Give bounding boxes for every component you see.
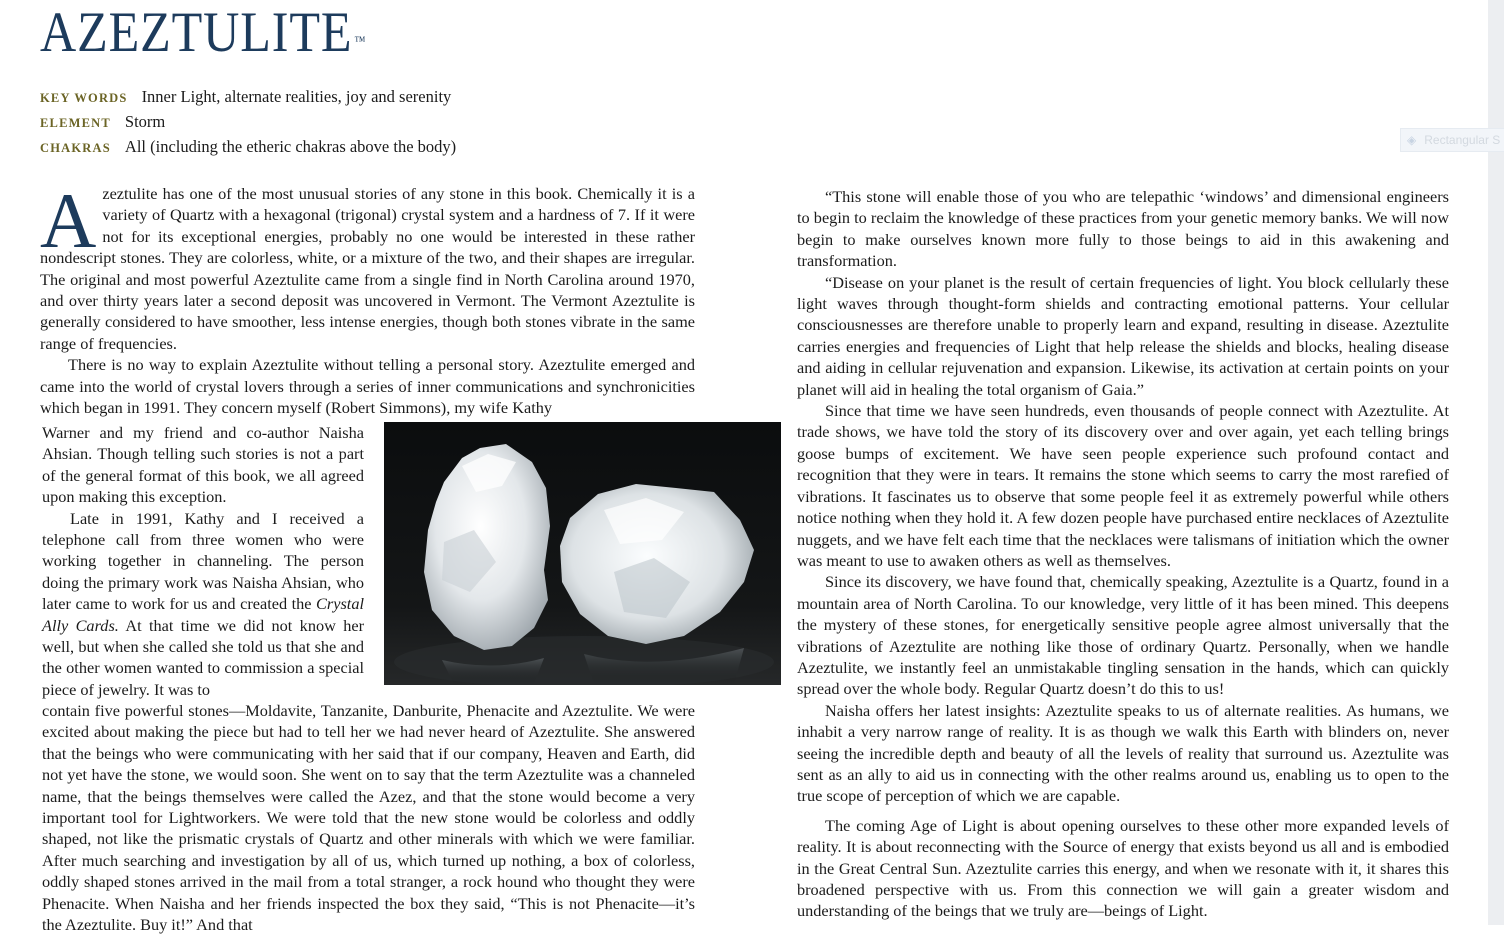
title-text: AZEZTULITE (40, 1, 353, 64)
trademark-symbol: ™ (354, 33, 366, 48)
phone-call-text-a: Late in 1991, Kathy and I received a telephone call from three women who were working together in channeling. The person doing the primary work was Naisha Ahsian, who later came to work for us and created the (42, 508, 364, 614)
element-label: ELEMENT (40, 116, 111, 130)
paragraph-phone-call (42, 508, 364, 701)
paragraph-personal-story: There is no way to explain Azeztulite without telling a personal story. Azeztulite emerged and came into the world of crystal lovers through a series of inner communications and synchronicities which began in 1991. They concern myself (Robert Simmons), my wife Kathy (40, 355, 695, 418)
paragraph-five-stones: contain five powerful stones—Moldavite, Tanzanite, Danburite, Phenacite and Azeztulite. We were excited about making the piece but had to tell her we had never heard of Azeztulite. She answered that the beings who were communicating with her said that if our company, Heaven and Earth, did not yet have the stone, we would soon. She went on to say that the term Azeztulite was a channeled name, that the beings themselves were called the Azez, and that the stone would become a very important tool for Lightworkers. We were told that the new stone would be colorless and oddly shaped, not like the prismatic crystals of Quartz and other minerals with which we were familiar. After much searching and investigation by all of us, which turned up nothing, a box of colorless, oddly shaped stones arrived in the mail from a total stranger, a rock hound who thought they were Phenacite. When Naisha and her friends inspected the box they said, “This is not Phenacite—it’s the Azeztulite. Buy it!” And that (42, 701, 695, 935)
keywords-row (40, 87, 451, 108)
paragraph-naisha-insights: Naisha offers her latest insights: Azeztulite speaks to us of alternate realities. As humans, we inhabit a very narrow range of reality. It is as though we walk this Earth with blinders on, never seeing the incredible depth and beauty of all the levels of reality that surround us. Azeztulite was sent as an ally to aid us in connecting with the other realms around us, enabling us to open to the true scope of perception of which we are capable. (797, 700, 1449, 806)
keywords-value: Inner Light, alternate realities, joy and serenity (141, 87, 452, 106)
drop-cap: A (40, 177, 97, 264)
chakras-row (40, 137, 456, 158)
crystal-ally-cards-title: Crystal Ally Cards. (42, 594, 364, 635)
phone-call-text-b: At that time we did not know her well, but when she called she told us that she and the other women wanted to commission a special piece of jewelry. It was to (42, 615, 364, 699)
rectangular-selection-tool[interactable] (1400, 128, 1504, 152)
paragraph-since-that-time: Since that time we have seen hundreds, even thousands of people connect with Azeztulite. At trade shows, we have told the story of its discovery over and over again, yet each telling brings goose bumps of excitement. We have seen people experience such profound contact and recognition that they were in tears. It remains the stone which seems to carry the most rarefied of vibrations. It fascinates us to observe that some people feel it as extremely powerful while others notice nothing when they hold it. A few dozen people have purchased entire necklaces of Azeztulite nuggets, and we have felt each time that the necklaces were talismans of initiation which the owner was meant to use to awaken others as well as themselves. (797, 401, 1449, 570)
chakras-label: CHAKRAS (40, 141, 111, 155)
chakras-value: All (including the etheric chakras above the body) (124, 137, 457, 156)
element-value: Storm (124, 112, 166, 131)
paragraph-age-of-light: The coming Age of Light is about opening ourselves to these other more expanded levels of reality. It is about reconnecting with the Source of energy that exists beyond us all and is embodied in the Great Central Sun. Azeztulite carries this energy, and when we resonate with it, it shares this broadened perspective with us. From this connection we will gain a greater wisdom and understanding of the beings that we truly are—beings of Light. (797, 815, 1449, 921)
right-column (797, 186, 1449, 922)
paragraph-disease: “Disease on your planet is the result of certain frequencies of light. You block cellularly these light waves through thought-form shields and contracting emotional patterns. Your cellular consciousnesses are therefore unable to properly learn and expand, resulting in disease. Azeztulite carries energies and frequencies of Light that help release the shields and blocks, healing disease and aiding in cellular rejuvenation and expansion. Likewise, its activation at certain points on your planet will aid in healing the total organism of Gaia.” (797, 272, 1449, 399)
azeztulite-stones-image (384, 422, 781, 685)
keywords-label: KEY WORDS (40, 91, 128, 105)
left-column-top (40, 177, 695, 418)
left-column-narrow (42, 422, 364, 700)
paragraph-personal-story-cont: Warner and my friend and co-author Naisha Ahsian. Though telling such stories is not a part of the general format of this book, we all agreed upon making this exception. (42, 423, 364, 507)
paragraph-telepathic-windows: “This stone will enable those of you who are telepathic ‘windows’ and dimensional engineers to begin to reclaim the knowledge of these practices from your genetic memory banks. We will now begin to make ourselves known more fully to those beings to aid in this awakening and transformation. (797, 187, 1449, 271)
paragraph-intro-text: zeztulite has one of the most unusual stories of any stone in this book. Chemically it is a variety of Quartz with a hexagonal (trigonal) crystal system and a hardness of 7. If it were not for its exceptional energies, probably no one would be interested in these rather nondescript stones. They are colorless, white, or a mixture of the two, and their shapes are irregular. The original and most powerful Azeztulite came from a single find in North Carolina around 1970, and over thirty years later a second deposit was uncovered in Vermont. The Vermont Azeztulite is generally considered to have smoother, less intense energies, though both stones vibrate in the same range of frequencies. (40, 184, 695, 353)
paragraph-chemically-speaking: Since its discovery, we have found that, chemically speaking, Azeztulite is a Quartz, found in a mountain area of North Carolina. To our knowledge, very little of it has been mined. This deepens the mystery of these stones, for energetically sensitive people agree almost universally that the vibrations of Azeztulite are nothing like those of ordinary Quartz. Personally, when we handle Azeztulite, we instantly feel an unmistakable tingling sensation in the hands, which can quickly spread over the whole body. Regular Quartz doesn’t do this to us! (797, 572, 1449, 699)
azeztulite-photo (384, 422, 781, 685)
left-column-bottom (42, 700, 695, 935)
ghost-tool-label: Rectangular S (1424, 133, 1501, 147)
paragraph-intro (40, 177, 695, 354)
element-row (40, 112, 165, 133)
page-title (40, 1, 366, 64)
shape-icon: ◈ (1407, 133, 1417, 147)
